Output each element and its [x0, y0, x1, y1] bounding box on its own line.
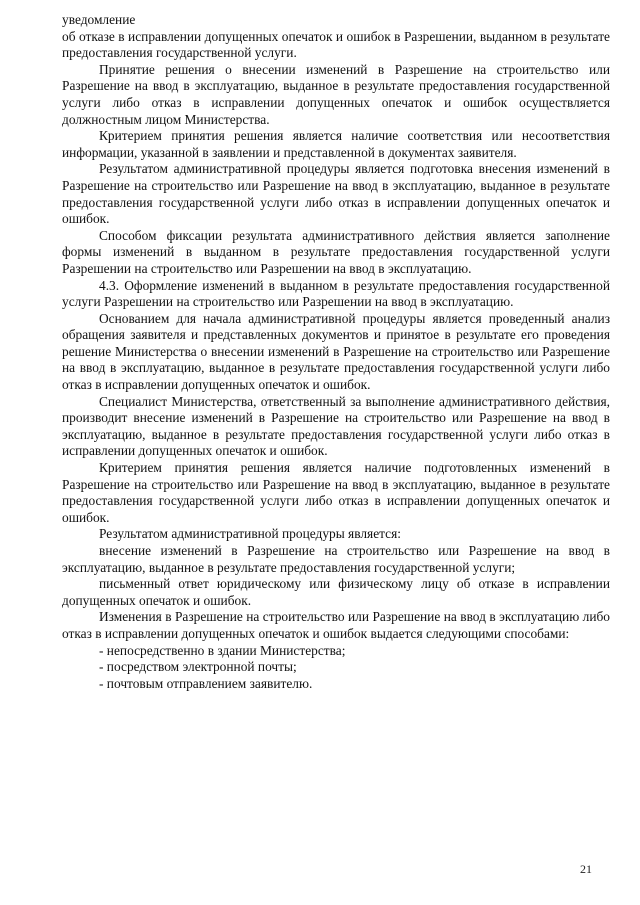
document-page	[62, 12, 610, 692]
paragraph-specialist-action: Специалист Министерства, ответственный за выполнение административного действия, производит внесение изменений в Разрешение на строительство или Разрешение на ввод в эксплуатацию, выданное в результате предоставления государственной услуги либо отказ в исправлении допущенных опечаток и ошибок.	[62, 393, 610, 459]
paragraph-decision-maker: Принятие решения о внесении изменений в Разрешение на строительство или Разрешение на ввод в эксплуатацию, выданное в результате предоставления государственной услуги либо отказ в исправлении допущенных опечаток и ошибок осуществляется должностным лицом Министерства.	[62, 61, 610, 127]
paragraph-result-intro: Результатом административной процедуры является:	[99, 526, 401, 542]
paragraph-result-changes: внесение изменений в Разрешение на строительство или Разрешение на ввод в эксплуатацию, выданное в результате предоставления государственной услуги;	[62, 543, 610, 575]
list-item-post: - почтовым отправлением заявителю.	[99, 675, 313, 691]
paragraph-procedure-basis: Основанием для начала административной процедуры является проведенный анализ обращения заявителя и представленных документов и принятое в результате его проведения решение Министерства о внесении изменений в Разрешение на строительство или Разрешение на ввод в эксплуатацию, выданное в результате предоставления государственной услуги либо отказ в исправлении допущенных опечаток и ошибок.	[62, 310, 610, 393]
paragraph-delivery-methods: Изменения в Разрешение на строительство или Разрешение на ввод в эксплуатацию либо отказ в исправлении допущенных опечаток и ошибок выдается следующими способами:	[62, 609, 610, 641]
paragraph-decision-criterion: Критерием принятия решения является наличие соответствия или несоответствия информации, указанной в заявлении и представленной в документах заявителя.	[62, 128, 610, 160]
list-item-in-person: - непосредственно в здании Министерства;	[99, 642, 346, 658]
section-heading-4-3: 4.3. Оформление изменений в выданном в результате предоставления государственной услуги Разрешении на строительство или Разрешении на ввод в эксплуатацию.	[62, 277, 610, 310]
list-item-email: - посредством электронной почты;	[99, 659, 297, 675]
paragraph-result-refusal: письменный ответ юридическому или физическому лицу об отказе в исправлении допущенных опечаток и ошибок.	[62, 576, 610, 608]
page-number: 21	[580, 862, 592, 876]
paragraph-decision-criterion-2: Критерием принятия решения является наличие подготовленных изменений в Разрешение на строительство или Разрешение на ввод в эксплуатацию, выданное в результате предоставления государственной услуги либо отказ в исправлении допущенных опечаток и ошибок.	[62, 460, 610, 525]
paragraph-procedure-result: Результатом административной процедуры является подготовка внесения изменений в Разрешение на строительство или Разрешение на ввод в эксплуатацию, выданное в результате предоставления государственной услуги либо отказ в исправлении допущенных опечаток и ошибок.	[62, 161, 610, 227]
paragraph-fixation-method: Способом фиксации результата административного действия является заполнение формы изменений в выданном в результате предоставления государственной услуги Разрешении на строительство или Разрешении на ввод в эксплуатацию.	[62, 227, 610, 276]
paragraph-notice-word: уведомление	[62, 12, 136, 27]
paragraph-refusal-continuation: об отказе в исправлении допущенных опечаток и ошибок в Разрешении, выданном в результате предоставления государственной услуги.	[62, 28, 610, 61]
